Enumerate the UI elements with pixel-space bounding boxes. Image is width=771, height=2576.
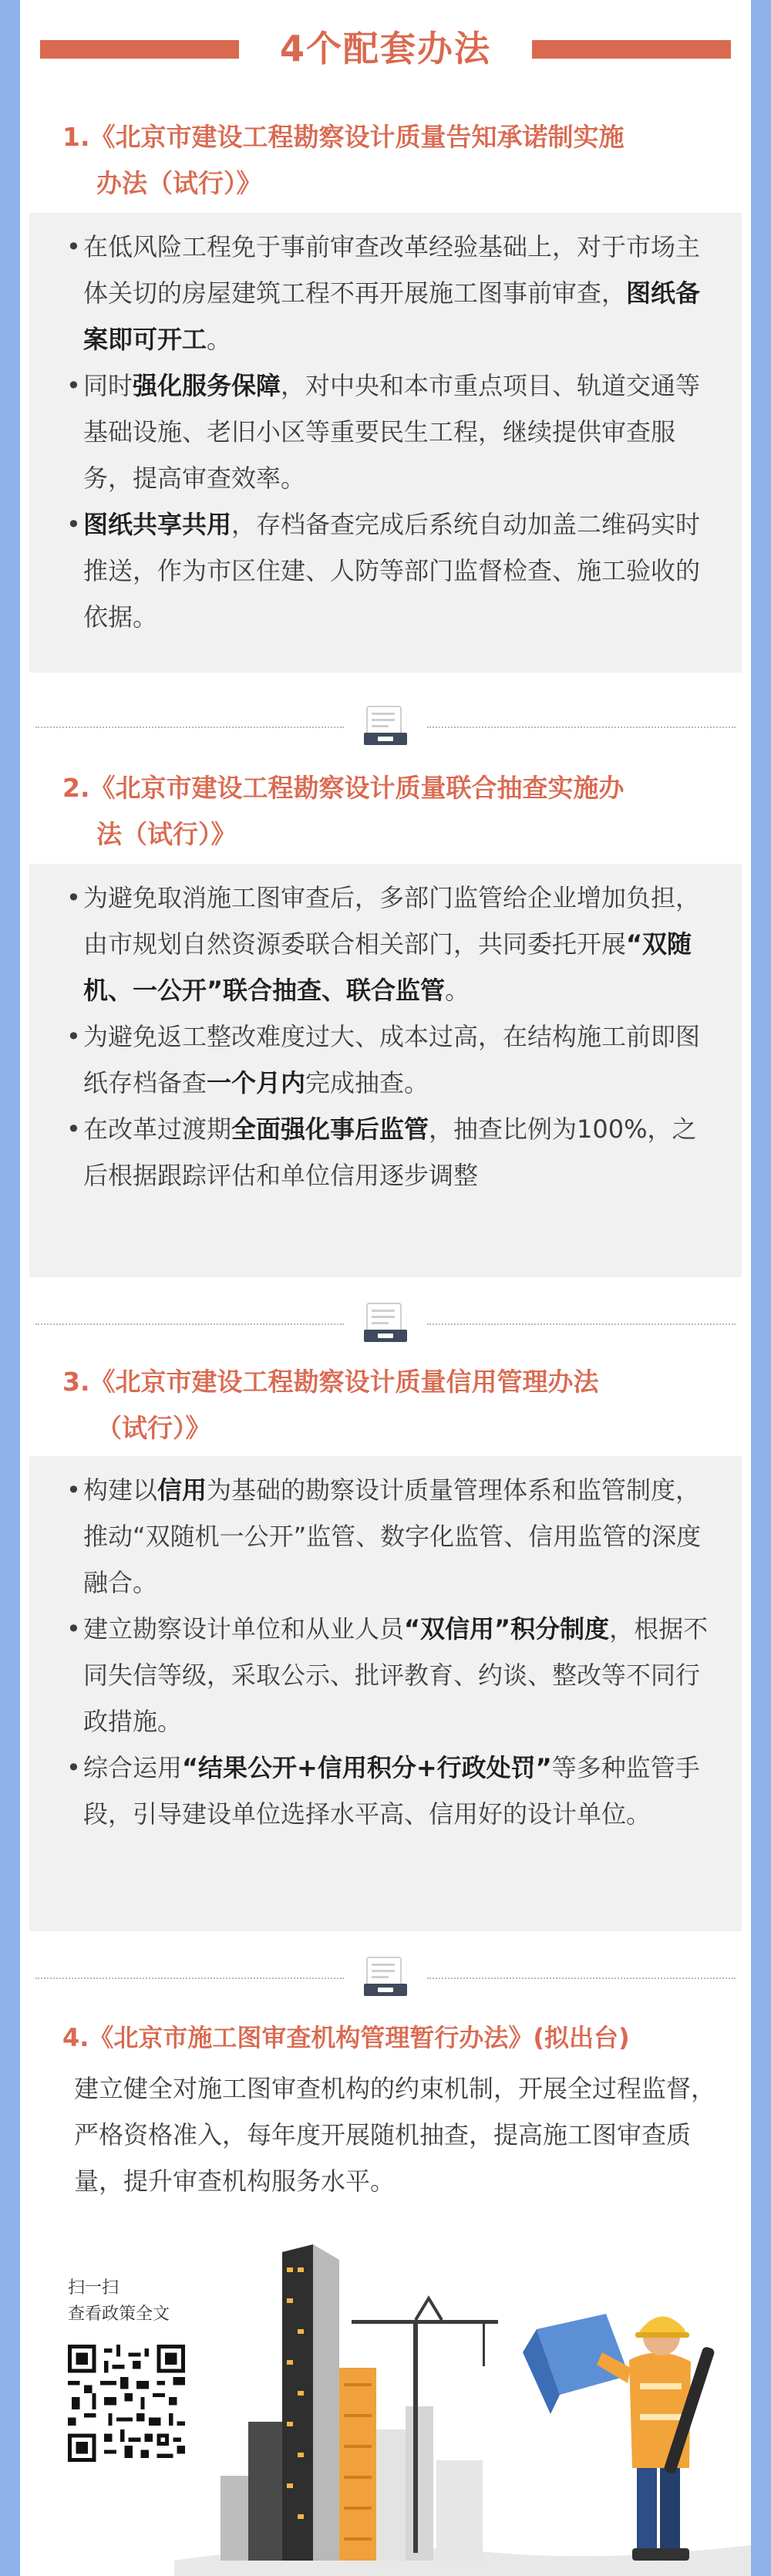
bullet-text: 等多种监管手段，引导建设单位选择水平高、信用好的设计单位。 <box>83 1753 700 1829</box>
section-divider <box>20 1296 751 1350</box>
header-bar-left <box>40 40 239 59</box>
worker-illustration <box>174 2229 751 2576</box>
section-1-title-line1: 1.《北京市建设工程勘察设计质量告知承诺制实施 <box>62 122 625 152</box>
bullet-text: ，抽查比例为100%，之后根据跟踪评估和单位信用逐步调整 <box>83 1114 697 1190</box>
document-icon <box>362 703 409 748</box>
section-3-title-line2: （试行）》 <box>96 1413 211 1443</box>
section-divider <box>20 699 751 753</box>
bullet-text: 为避免返工整改难度过大、成本过高，在结构施工前即图纸存档备查 <box>83 1022 701 1097</box>
section-1-title <box>62 114 726 207</box>
section-1-title-line2: 办法（试行）》 <box>96 168 262 198</box>
divider-line <box>35 1323 344 1325</box>
divider-line <box>35 727 344 728</box>
bullet-text: ，对中央和本市重点项目、轨道交通等基础设施、老旧小区等重要民生工程，继续提供审查服务，提高审查效率。 <box>83 371 701 493</box>
divider-line <box>35 1978 344 1979</box>
bullet-emphasis: 强化服务保障 <box>133 371 281 400</box>
qr-code[interactable] <box>68 2345 185 2462</box>
bullet-emphasis: 一个月内 <box>207 1068 306 1097</box>
section-3-bullet-3 <box>66 1745 709 1837</box>
worker-figure <box>523 2314 715 2561</box>
page-header <box>20 29 751 68</box>
bullet-emphasis: 图纸共享共用 <box>83 510 232 539</box>
section-4-title-line1: 4.《北京市施工图审查机构管理暂行办法》(拟出台) <box>62 2023 630 2052</box>
document-icon <box>362 1300 409 1345</box>
section-1-bullet-2 <box>66 362 709 501</box>
bullet-emphasis: “结果公开+信用积分+行政处罚” <box>182 1753 552 1782</box>
divider-line <box>427 727 736 728</box>
bullet-text: 在低风险工程免于事前审查改革经验基础上，对于市场主体关切的房屋建筑工程不再开展施工图事前审查， <box>83 232 701 308</box>
bullet-text: 。 <box>445 976 470 1005</box>
section-2-title-line2: 法（试行）》 <box>96 819 237 849</box>
section-4-paragraph: 建立健全对施工图审查机构的约束机制，开展全过程监督，严格资格准入，每年度开展随机抽查，提高施工图审查质量，提升审查机构服务水平。 <box>74 2074 716 2196</box>
scan-line-1: 扫一扫 <box>68 2278 120 2298</box>
section-3-panel <box>29 1456 742 1931</box>
scan-line-2: 查看政策全文 <box>68 2305 170 2324</box>
bullet-emphasis: 图纸备案即可开工 <box>83 278 701 354</box>
divider-line <box>427 1978 736 1979</box>
bullet-emphasis: 信用 <box>157 1475 207 1505</box>
bullet-text: 在改革过渡期 <box>83 1114 232 1144</box>
section-2-title-line1: 2.《北京市建设工程勘察设计质量联合抽查实施办 <box>62 773 625 803</box>
bullet-text: 为避免取消施工图审查后，多部门监管给企业增加负担，由市规划自然资源委联合相关部门，共同委托开展 <box>83 883 701 959</box>
section-3-bullet-1 <box>66 1467 709 1606</box>
header-bar-right <box>532 40 731 59</box>
section-2-bullet-2 <box>66 1013 709 1106</box>
bullet-text: ，根据不同失信等级，采取公示、批评教育、约谈、整改等不同行政措施。 <box>83 1614 709 1736</box>
document-icon <box>362 1954 409 1999</box>
section-1-bullet-1 <box>66 224 709 362</box>
scan-caption <box>68 2275 170 2328</box>
bullet-text: 综合运用 <box>83 1753 183 1782</box>
section-3-title-line1: 3.《北京市建设工程勘察设计质量信用管理办法 <box>62 1367 599 1397</box>
divider-line <box>427 1323 736 1325</box>
section-2-bullet-3 <box>66 1106 709 1199</box>
bullet-text: ，存档备查完成后系统自动加盖二维码实时推送，作为市区住建、人防等部门监督检查、施工验收的依据。 <box>83 510 701 632</box>
bullet-text: 建立勘察设计单位和从业人员 <box>83 1614 405 1644</box>
page-title: 4个配套办法 <box>279 28 491 69</box>
bullet-text: 构建以 <box>83 1475 158 1505</box>
bullet-emphasis: 全面强化事后监管 <box>231 1114 429 1144</box>
content-card <box>20 0 751 2576</box>
bullet-text: 。 <box>207 325 232 354</box>
section-2-panel <box>29 864 742 1277</box>
bullet-emphasis: “双信用”积分制度 <box>404 1614 610 1644</box>
bullet-emphasis: “双随机、一公开”联合抽查、联合监管 <box>83 929 692 1005</box>
section-1-panel <box>29 213 742 673</box>
section-2-title <box>62 765 726 858</box>
bullet-text: 同时 <box>83 371 133 400</box>
section-4-title <box>62 2015 726 2061</box>
section-divider <box>20 1950 751 2004</box>
bullet-text: 完成抽查。 <box>305 1068 429 1097</box>
bullet-text: 为基础的勘察设计质量管理体系和监管制度，推动“双随机一公开”监管、数字化监管、信用监管的深度融合。 <box>83 1475 702 1597</box>
section-3-bullet-2 <box>66 1606 709 1745</box>
section-2-bullet-1 <box>66 875 709 1013</box>
section-1-bullet-3 <box>66 501 709 640</box>
section-3-title <box>62 1359 726 1452</box>
